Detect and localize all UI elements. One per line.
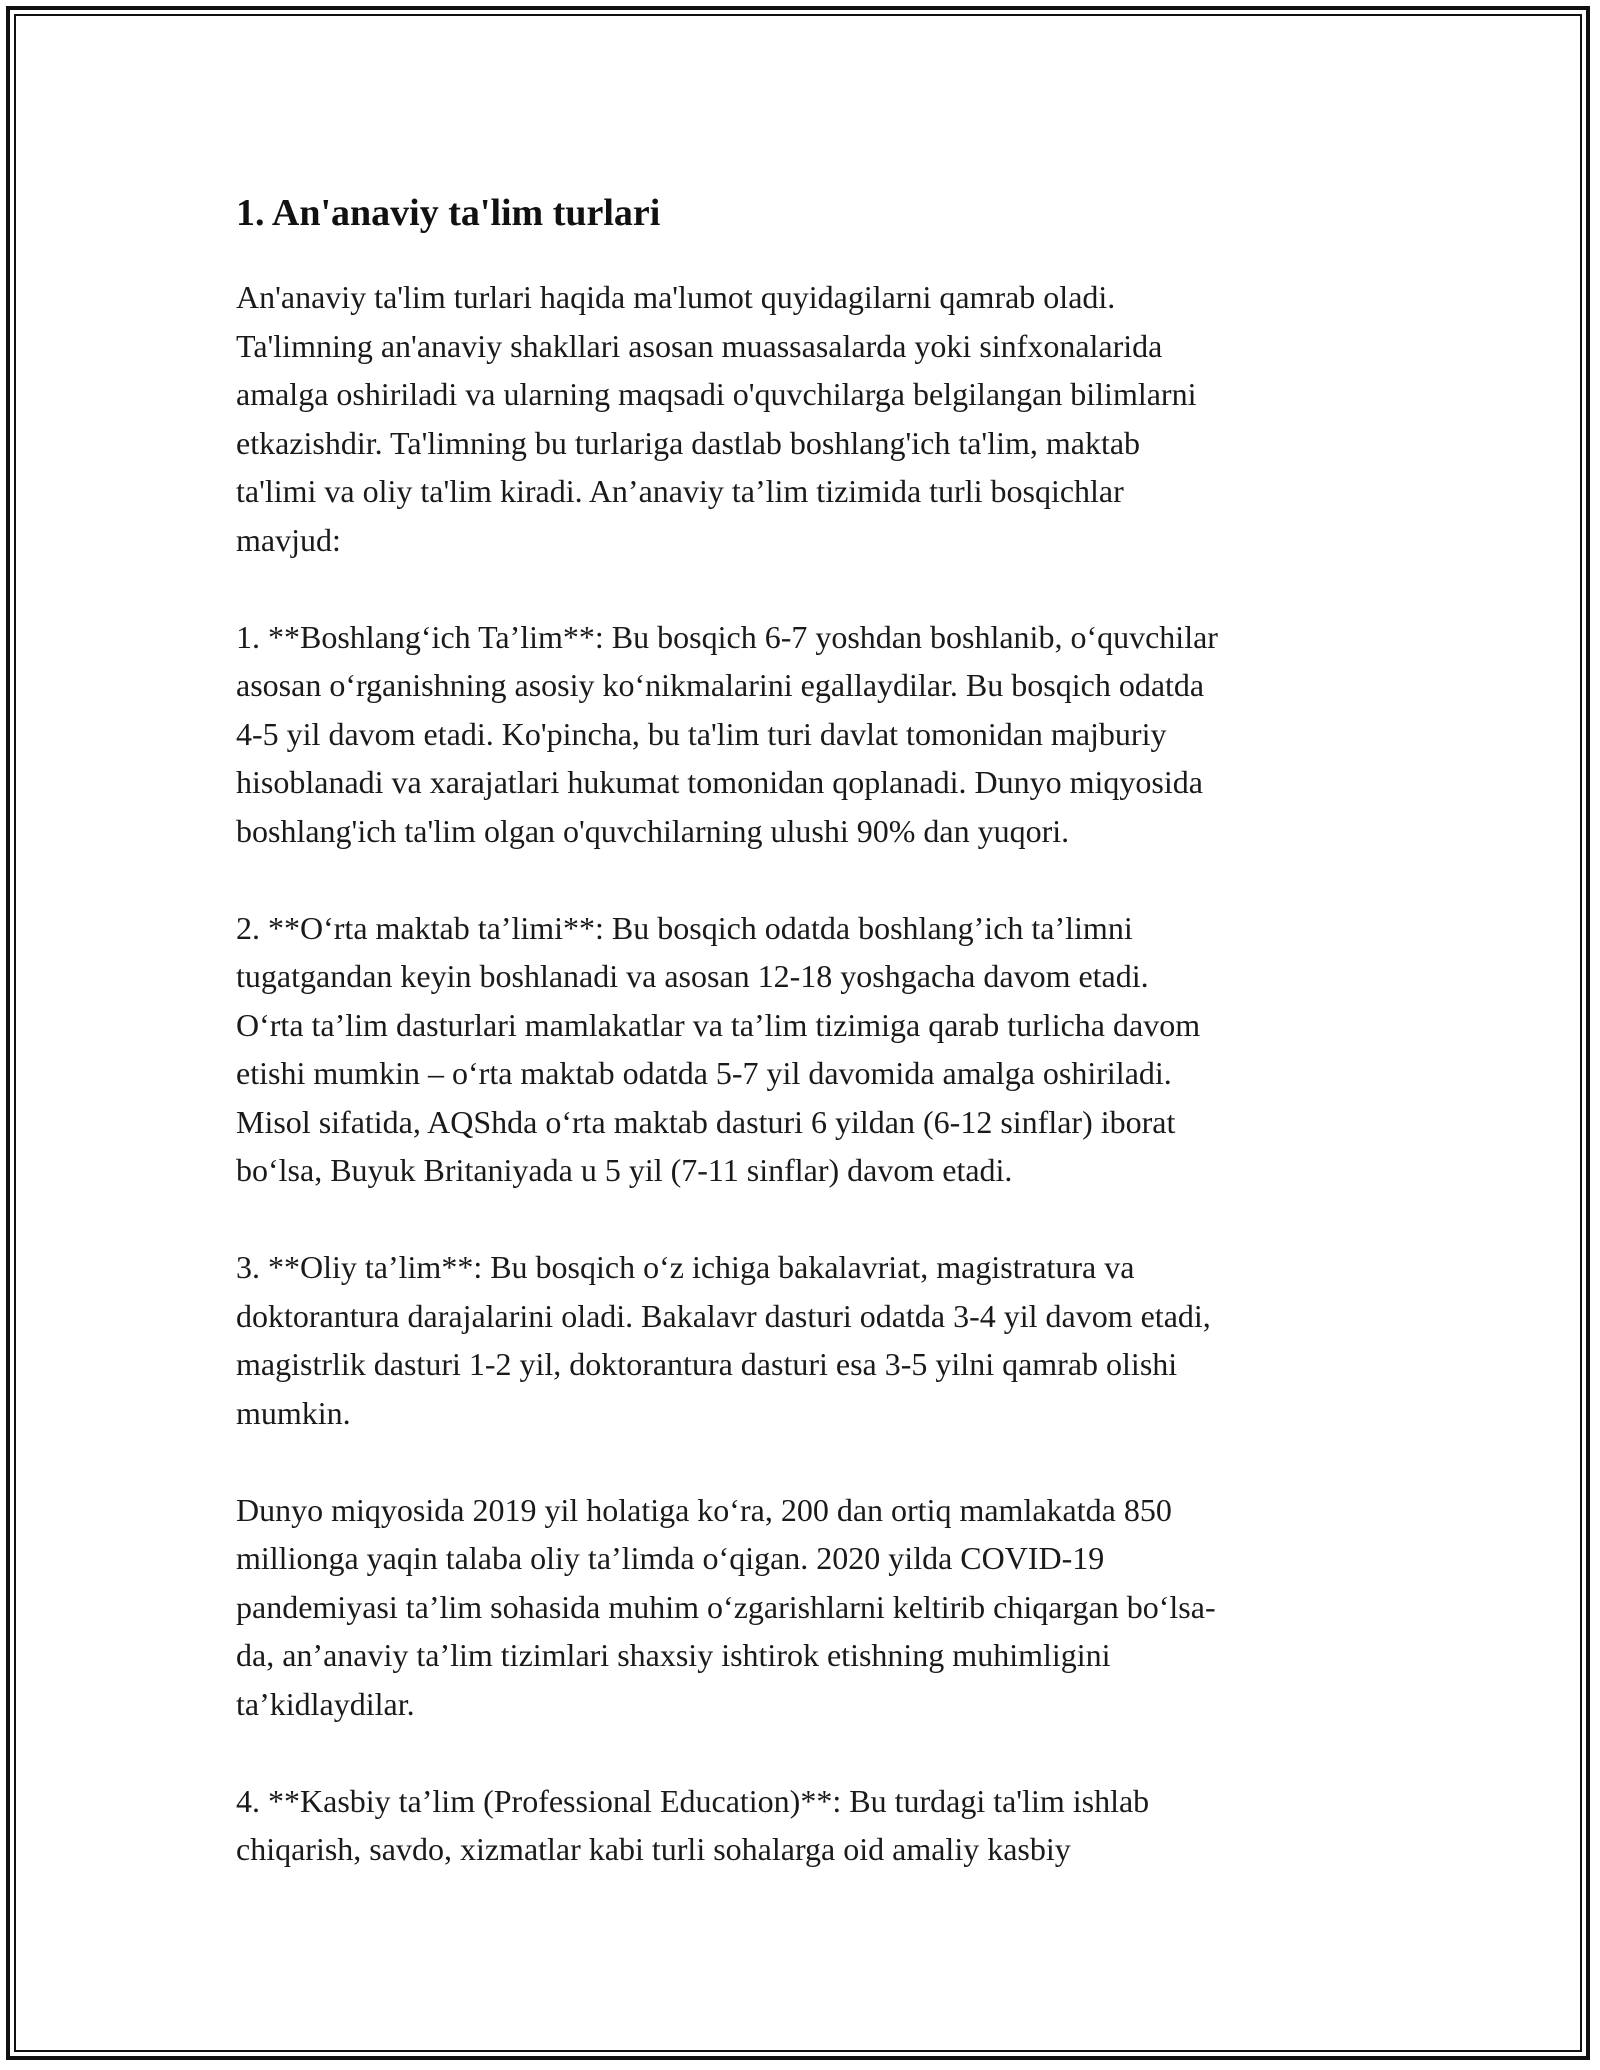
section-heading: 1. An'anaviy ta'lim turlari xyxy=(236,192,661,234)
list-item-primary-education: 1. **Boshlang‘ich Ta’lim**: Bu bosqich 6-7 yoshdan boshlanib, o‘quvchilar asosan o‘rganishning asosiy ko‘nikmalarini egallaydilar. Bu bosqich odatda 4-5 yil davom etadi. Ko'pincha, bu ta'lim turi davlat tomonidan majburiy hisoblanadi va xarajatlari hukumat tomonidan qoplanadi. Dunyo miqyosida boshlang'ich ta'lim olgan o'quvchilarning ulushi 90% dan yuqori. xyxy=(236,618,1218,849)
intro-paragraph: An'anaviy ta'lim turlari haqida ma'lumot quyidagilarni qamrab oladi. Ta'limning an'anaviy shakllari asosan muassasalarda yoki sinfxonalarida amalga oshiriladi va ularning maqsadi o'quvchilarga belgilangan bilimlarni etkazishdir. Ta'limning bu turlariga dastlab boshlang'ich ta'lim, maktab ta'limi va oliy ta'lim kiradi. An’anaviy ta’lim tizimida turli bosqichlar mavjud: xyxy=(236,279,1197,558)
list-item-secondary-education: 2. **O‘rta maktab ta’limi**: Bu bosqich odatda boshlang’ich ta’limni tugatgandan keyin boshlanadi va asosan 12-18 yoshgacha davom etadi. O‘rta ta’lim dasturlari mamlakatlar va ta’lim tizimiga qarab turlicha davom etishi mumkin – o‘rta maktab odatda 5-7 yil davomida amalga oshiriladi. Misol sifatida, AQShda o‘rta maktab dasturi 6 yildan (6-12 sinflar) iborat bo‘lsa, Buyuk Britaniyada u 5 yil (7-11 sinflar) davom etadi. xyxy=(236,909,1201,1188)
list-item-higher-education: 3. **Oliy ta’lim**: Bu bosqich o‘z ichiga bakalavriat, magistratura va doktorantura darajalarini oladi. Bakalavr dasturi odatda 3-4 yil davom etadi, magistrlik dasturi 1-2 yil, doktorantura dasturi esa 3-5 yilni qamrab olishi mumkin. xyxy=(236,1249,1211,1431)
document-body xyxy=(236,187,1386,1922)
list-item-professional-education: 4. **Kasbiy ta’lim (Professional Education)**: Bu turdagi ta'lim ishlab chiqarish, savdo, xizmatlar kabi turli sohalarga oid amaliy kasbiy xyxy=(236,1782,1150,1867)
statistics-paragraph: Dunyo miqyosida 2019 yil holatiga ko‘ra, 200 dan ortiq mamlakatda 850 millionga yaqin talaba oliy ta’limda o‘qigan. 2020 yilda COVID-19 pandemiyasi ta’lim sohasida muhim o‘zgarishlarni keltirib chiqargan bo‘lsa- da, an’anaviy ta’lim tizimlari shaxsiy ishtirok etishning muhimligini ta’kidlaydilar. xyxy=(236,1491,1216,1722)
